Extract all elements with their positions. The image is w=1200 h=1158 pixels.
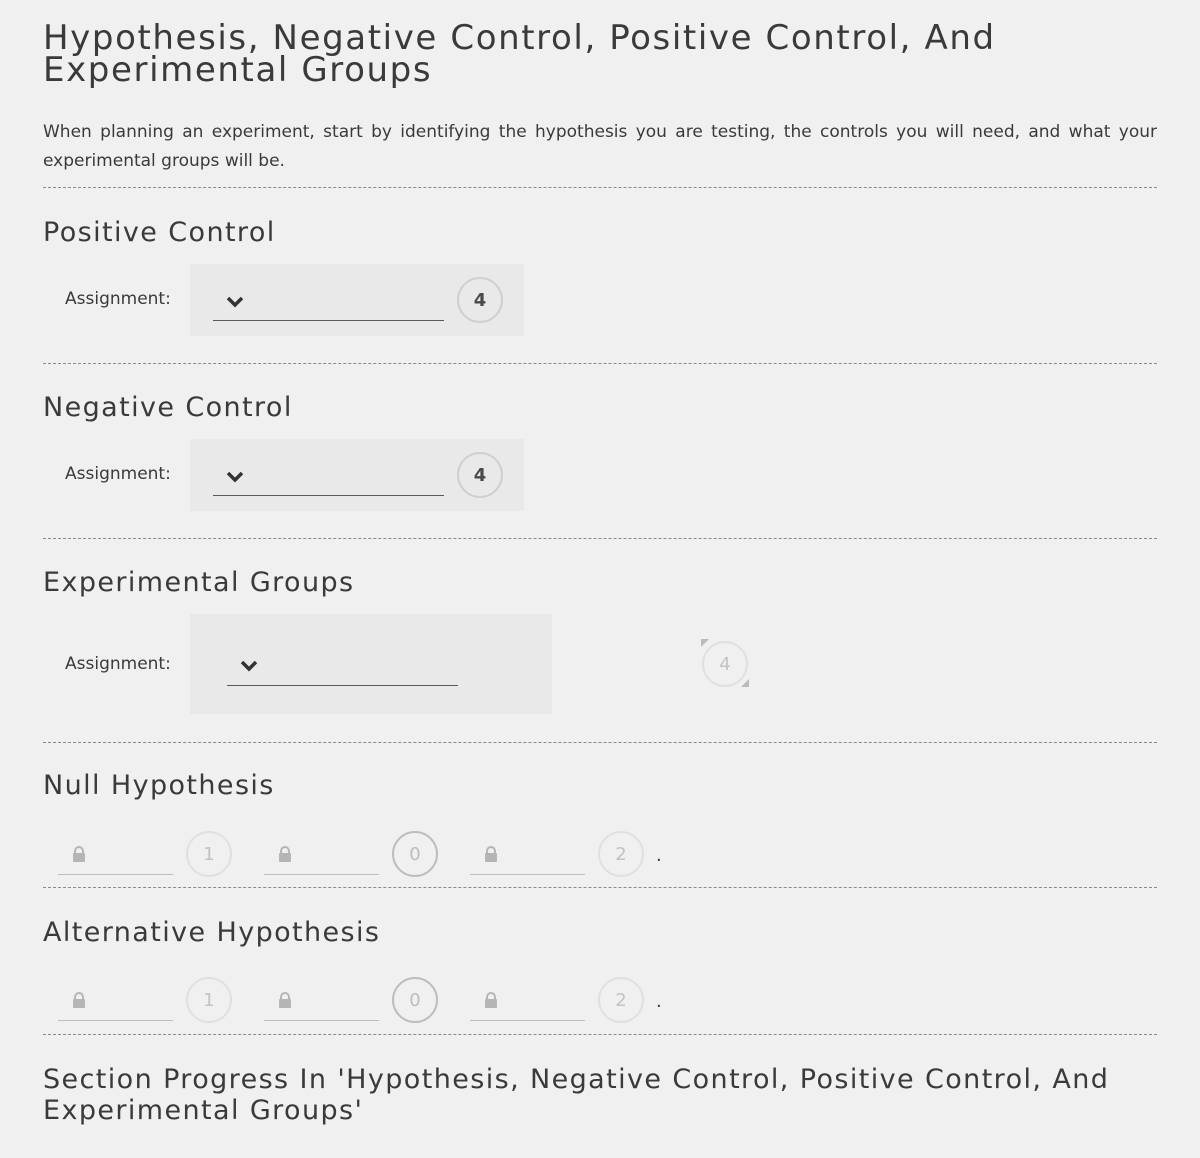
resize-corner-icon[interactable]: [741, 679, 749, 687]
divider: [43, 742, 1157, 743]
null-hypothesis-terminal: .: [656, 845, 662, 866]
divider: [43, 363, 1157, 364]
divider: [43, 887, 1157, 888]
null-hypothesis-heading: Null Hypothesis: [43, 770, 275, 801]
alternative-hypothesis-blank-1[interactable]: [58, 984, 173, 1021]
null-hypothesis-blank-1-points: 1: [186, 831, 232, 877]
alternative-hypothesis-blank-3-points: 2: [598, 977, 644, 1023]
alternative-hypothesis-blank-2-points: 0: [392, 977, 438, 1023]
negative-control-assignment-select[interactable]: [213, 459, 444, 496]
lock-icon: [484, 846, 498, 862]
lock-icon: [72, 846, 86, 862]
intro-text: When planning an experiment, start by identifying the hypothesis you are testing, the controls you will need, and what your experimental groups will be.: [43, 122, 1157, 171]
null-hypothesis-blank-3-points: 2: [598, 831, 644, 877]
section-progress-heading: Section Progress In 'Hypothesis, Negative Control, Positive Control, And Experimental Groups': [43, 1064, 1110, 1126]
chevron-down-icon: [225, 295, 245, 309]
chevron-down-icon: [225, 470, 245, 484]
negative-control-points-badge: 4: [457, 452, 503, 498]
null-hypothesis-blank-2-points: 0: [392, 831, 438, 877]
positive-control-assignment-label: Assignment:: [65, 289, 171, 309]
alternative-hypothesis-terminal: .: [656, 991, 662, 1012]
alternative-hypothesis-blank-3[interactable]: [470, 984, 585, 1021]
divider: [43, 1034, 1157, 1035]
positive-control-points-badge: 4: [457, 277, 503, 323]
experimental-groups-assignment-select[interactable]: [227, 648, 458, 686]
null-hypothesis-blank-1[interactable]: [58, 838, 173, 875]
chevron-down-icon: [239, 659, 259, 673]
negative-control-heading: Negative Control: [43, 392, 293, 423]
divider: [43, 538, 1157, 539]
resize-corner-icon: [701, 639, 709, 647]
lock-icon: [72, 992, 86, 1008]
positive-control-assignment-select[interactable]: [213, 284, 444, 321]
alternative-hypothesis-blank-1-points: 1: [186, 977, 232, 1023]
lock-icon: [484, 992, 498, 1008]
positive-control-heading: Positive Control: [43, 217, 276, 248]
null-hypothesis-blank-2[interactable]: [264, 838, 379, 875]
negative-control-assignment-label: Assignment:: [65, 464, 171, 484]
null-hypothesis-blank-3[interactable]: [470, 838, 585, 875]
page-title: Hypothesis, Negative Control, Positive Control, And Experimental Groups: [43, 18, 996, 90]
alternative-hypothesis-heading: Alternative Hypothesis: [43, 917, 381, 948]
lock-icon: [278, 992, 292, 1008]
alternative-hypothesis-blank-2[interactable]: [264, 984, 379, 1021]
experimental-groups-assignment-label: Assignment:: [65, 654, 171, 674]
divider: [43, 187, 1157, 188]
lock-icon: [278, 846, 292, 862]
experimental-groups-heading: Experimental Groups: [43, 567, 355, 598]
experimental-groups-points-badge: 4: [702, 641, 748, 687]
